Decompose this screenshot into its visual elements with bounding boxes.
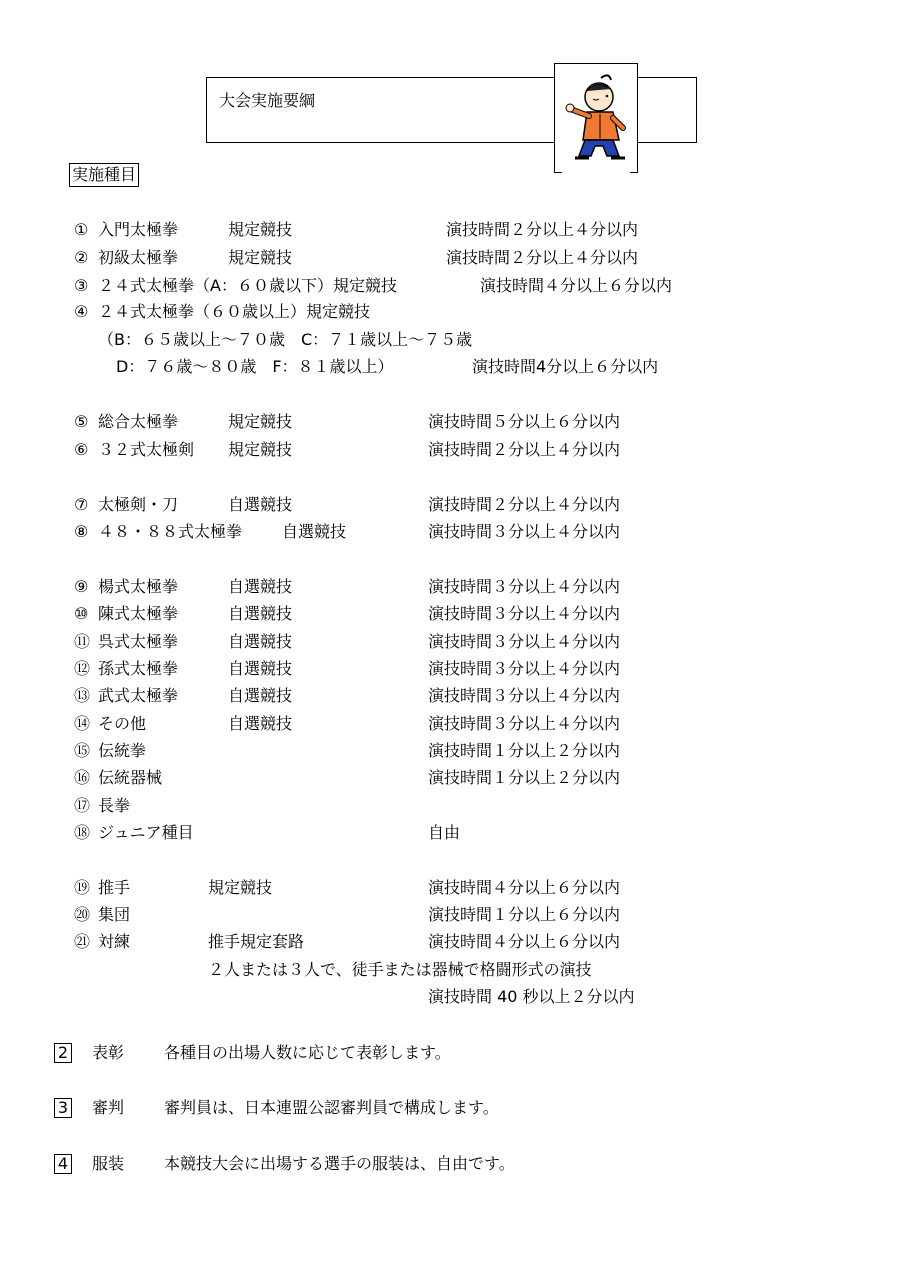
event-time: 演技時間 40 秒以上２分以内 xyxy=(428,987,635,1006)
event-number: ② xyxy=(74,248,89,267)
section-number-2: 2 xyxy=(54,1043,72,1063)
page-title: 大会実施要綱 xyxy=(219,91,316,110)
event-number: ① xyxy=(74,220,89,239)
event-number: ⑥ xyxy=(74,440,89,459)
event-name: 陳式太極拳 xyxy=(98,604,179,623)
event-name: 孫式太極拳 xyxy=(98,659,179,678)
event-name: ２４式太極拳（６０歳以上）規定競技 xyxy=(98,302,371,321)
event-time: 演技時間１分以上２分以内 xyxy=(428,768,621,787)
event-rule: 推手規定套路 xyxy=(208,932,305,951)
event-number: ⑧ xyxy=(74,522,89,541)
event-name: 集団 xyxy=(98,905,131,924)
event-name: その他 xyxy=(98,714,147,733)
event-time: 演技時間4分以上６分以内 xyxy=(472,357,659,376)
event-time: 演技時間３分以上４分以内 xyxy=(428,686,621,705)
event-time: 演技時間４分以上６分以内 xyxy=(428,932,621,951)
event-number: ⑬ xyxy=(74,686,91,705)
event-subline: （B：６５歳以上〜７０歳 C：７１歳以上〜７５歳 xyxy=(98,330,473,349)
event-name: 太極剣・刀 xyxy=(98,495,179,514)
event-time: 演技時間４分以上６分以内 xyxy=(480,276,673,295)
section-number-3: 3 xyxy=(54,1098,72,1118)
section-text-judging: 審判員は、日本連盟公認審判員で構成します。 xyxy=(164,1098,499,1117)
event-time: 演技時間１分以上６分以内 xyxy=(428,905,621,924)
event-rule: 規定競技 xyxy=(228,248,293,267)
event-number: ③ xyxy=(74,276,89,295)
event-number: ⑲ xyxy=(74,878,91,897)
event-time: 演技時間５分以上６分以内 xyxy=(428,412,621,431)
event-name: ２４式太極拳（A：６０歳以下）規定競技 xyxy=(98,276,397,295)
event-rule: 規定競技 xyxy=(228,440,293,459)
event-number: ⑳ xyxy=(74,905,91,924)
event-number: ⑪ xyxy=(74,632,91,651)
event-rule: 自選競技 xyxy=(228,495,293,514)
event-number: ⑯ xyxy=(74,768,91,787)
event-rule: 自選競技 xyxy=(282,522,347,541)
event-time: 演技時間２分以上４分以内 xyxy=(446,220,639,239)
event-time: 演技時間４分以上６分以内 xyxy=(428,878,621,897)
event-number: ⑰ xyxy=(74,796,91,815)
event-number: ④ xyxy=(74,302,89,321)
event-name: 呉式太極拳 xyxy=(98,632,179,651)
section-heading-events: 実施種目 xyxy=(69,163,139,187)
event-number: ⑫ xyxy=(74,659,91,678)
event-note: ２人または３人で、徒手または器械で格闘形式の演技 xyxy=(208,960,592,979)
event-number: ㉑ xyxy=(74,932,91,951)
event-rule: 自選競技 xyxy=(228,577,293,596)
event-rule: 自選競技 xyxy=(228,604,293,623)
event-rule: 自選競技 xyxy=(228,659,293,678)
event-number: ⑦ xyxy=(74,495,89,514)
event-name: 楊式太極拳 xyxy=(98,577,179,596)
event-number: ⑮ xyxy=(74,741,91,760)
event-name: 総合太極拳 xyxy=(98,412,179,431)
event-name: 推手 xyxy=(98,878,131,897)
event-name: 対練 xyxy=(98,932,131,951)
event-rule: 自選競技 xyxy=(228,714,293,733)
event-time: 演技時間３分以上４分以内 xyxy=(428,632,621,651)
event-name: 伝統拳 xyxy=(98,741,147,760)
event-name: 伝統器械 xyxy=(98,768,163,787)
event-rule: 規定競技 xyxy=(228,220,293,239)
event-number: ⑤ xyxy=(74,412,89,431)
mascot-frame xyxy=(554,63,638,173)
event-name: ３２式太極剣 xyxy=(98,440,195,459)
event-name: ４８・８８式太極拳 xyxy=(98,522,243,541)
event-rule: 規定競技 xyxy=(228,412,293,431)
event-number: ⑨ xyxy=(74,577,89,596)
event-number: ⑱ xyxy=(74,823,91,842)
event-time: 演技時間２分以上４分以内 xyxy=(428,495,621,514)
section-label-judging: 審判 xyxy=(92,1098,125,1117)
section-label-awards: 表彰 xyxy=(92,1043,125,1062)
event-rule: 規定競技 xyxy=(208,878,273,897)
tai-chi-mascot-icon xyxy=(555,64,637,172)
event-time: 演技時間３分以上４分以内 xyxy=(428,604,621,623)
event-time: 演技時間３分以上４分以内 xyxy=(428,577,621,596)
event-time: 演技時間３分以上４分以内 xyxy=(428,522,621,541)
event-rule: 自選競技 xyxy=(228,632,293,651)
section-label-attire: 服装 xyxy=(92,1154,125,1173)
event-name: 初級太極拳 xyxy=(98,248,179,267)
section-number-4: 4 xyxy=(54,1154,72,1174)
event-number: ⑭ xyxy=(74,714,91,733)
section-text-awards: 各種目の出場人数に応じて表彰します。 xyxy=(164,1043,451,1062)
event-time: 演技時間２分以上４分以内 xyxy=(428,440,621,459)
event-subline: D：７６歳〜８０歳 F：８１歳以上） xyxy=(116,357,394,376)
event-time: 演技時間３分以上４分以内 xyxy=(428,659,621,678)
event-name: 入門太極拳 xyxy=(98,220,179,239)
event-name: 武式太極拳 xyxy=(98,686,179,705)
event-name: ジュニア種目 xyxy=(98,823,194,842)
event-time: 演技時間２分以上４分以内 xyxy=(446,248,639,267)
section-text-attire: 本競技大会に出場する選手の服装は、自由です。 xyxy=(164,1154,515,1173)
event-time: 自由 xyxy=(428,823,461,842)
event-name: 長拳 xyxy=(98,796,131,815)
event-time: 演技時間３分以上４分以内 xyxy=(428,714,621,733)
event-rule: 自選競技 xyxy=(228,686,293,705)
event-number: ⑩ xyxy=(74,604,89,623)
event-time: 演技時間１分以上２分以内 xyxy=(428,741,621,760)
